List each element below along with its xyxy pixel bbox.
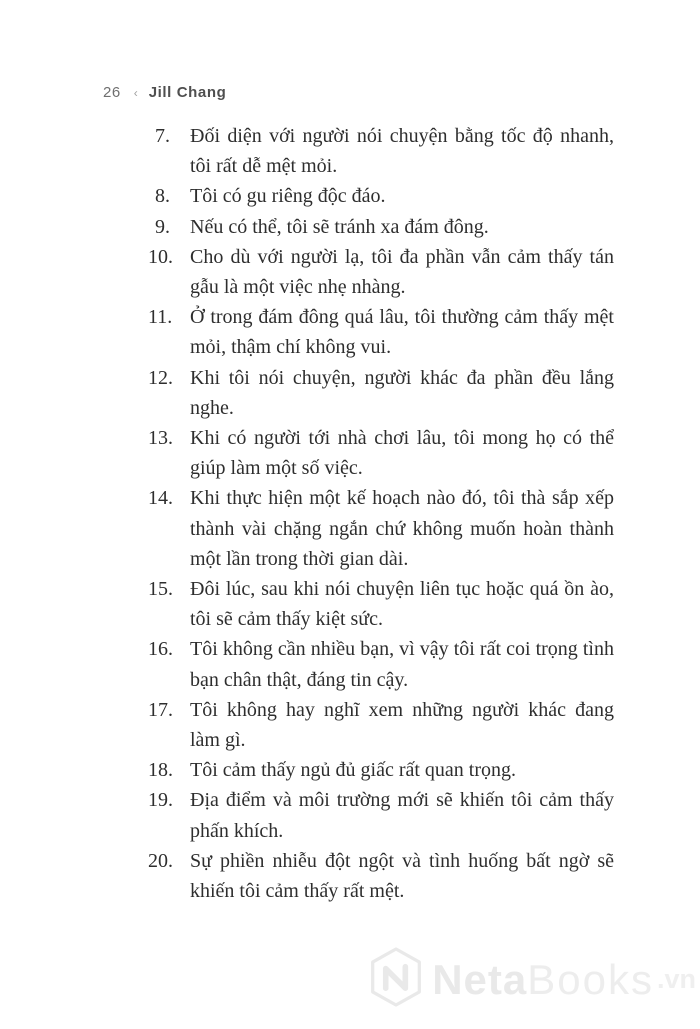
item-text: Đối diện với người nói chuyện bằng tốc độ nhanh, tôi rất dễ mệt mỏi.: [190, 125, 614, 178]
item-number: 15.: [148, 578, 173, 601]
item-text: Nếu có thể, tôi sẽ tránh xa đám đông.: [190, 215, 489, 238]
page-header: [103, 84, 226, 101]
item-number: 9.: [155, 215, 170, 238]
item-number: 19.: [148, 789, 173, 812]
list-item: [148, 302, 614, 362]
item-text: Tôi có gu riêng độc đáo.: [190, 185, 386, 208]
item-text: Sự phiền nhiễu đột ngột và tình huống bất ngờ sẽ khiến tôi cảm thấy rất mệt.: [190, 849, 614, 903]
item-number: 10.: [148, 245, 173, 268]
item-number: 20.: [148, 849, 173, 872]
item-number: 18.: [148, 759, 173, 782]
list-item: [148, 785, 614, 845]
page-number: 26: [103, 84, 121, 101]
item-number: 14.: [148, 487, 173, 510]
author-name: Jill Chang: [148, 84, 227, 101]
list-item: [148, 695, 614, 755]
item-number: 8.: [155, 185, 170, 208]
list-item: [148, 212, 614, 242]
item-text: Đôi lúc, sau khi nói chuyện liên tục hoặc quá ồn ào, tôi sẽ cảm thấy kiệt sức.: [190, 578, 614, 631]
item-text: Khi có người tới nhà chơi lâu, tôi mong họ có thể giúp làm một số việc.: [190, 427, 614, 480]
item-text: Khi thực hiện một kế hoạch nào đó, tôi thà sắp xếp thành vài chặng ngắn chứ không muốn hoàn thành một lần trong thời gian dài.: [190, 487, 614, 570]
watermark-brand-light: Books: [527, 955, 654, 1003]
list-item: [148, 363, 614, 423]
list-item: [148, 181, 614, 211]
item-number: 12.: [148, 366, 173, 389]
hexagon-n-logo-icon: [368, 946, 424, 1013]
item-text: Cho dù với người lạ, tôi đa phần vẫn cảm thấy tán gẫu là một việc nhẹ nhàng.: [190, 245, 614, 299]
list-item: [148, 242, 614, 302]
item-number: 7.: [155, 125, 170, 147]
header-separator-icon: ‹: [133, 86, 138, 100]
list-item: [148, 755, 614, 785]
numbered-list: [148, 121, 614, 906]
item-number: 17.: [148, 698, 173, 721]
list-item: [148, 634, 614, 694]
list-item: [148, 483, 614, 574]
item-text: Tôi cảm thấy ngủ đủ giấc rất quan trọng.: [190, 759, 517, 782]
item-number: 13.: [148, 427, 173, 450]
watermark-brand-bold: Neta: [432, 955, 528, 1003]
list-item: [148, 121, 614, 181]
item-text: Tôi không hay nghĩ xem những người khác đang làm gì.: [190, 698, 614, 752]
list-item: [148, 574, 614, 634]
item-text: Khi tôi nói chuyện, người khác đa phần đều lắng nghe.: [190, 366, 614, 419]
netabooks-watermark: [368, 946, 696, 1013]
item-text: Tôi không cần nhiều bạn, vì vậy tôi rất coi trọng tình bạn chân thật, đáng tin cậy.: [190, 638, 614, 691]
item-number: 16.: [148, 638, 173, 661]
list-item: [148, 423, 614, 483]
list-item: [148, 846, 614, 906]
item-number: 11.: [148, 306, 173, 329]
item-text: Địa điểm và môi trường mới sẽ khiến tôi cảm thấy phấn khích.: [190, 789, 614, 842]
watermark-tld: .vn: [656, 964, 696, 994]
item-text: Ở trong đám đông quá lâu, tôi thường cảm thấy mệt mỏi, thậm chí không vui.: [190, 306, 614, 359]
